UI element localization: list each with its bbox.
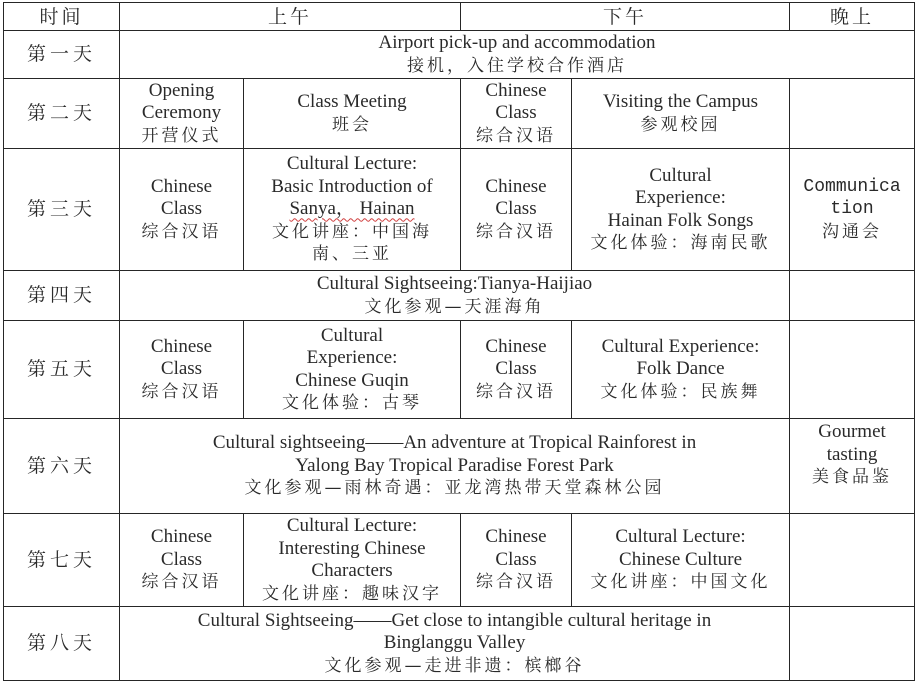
day-label: 第一天 xyxy=(4,31,120,79)
afternoon-session-1 xyxy=(461,79,572,149)
activity-en: Characters xyxy=(311,560,393,581)
activity-en: Chinese Culture xyxy=(619,548,742,570)
activity-en: Cultural xyxy=(649,164,712,186)
morning-session-1 xyxy=(120,321,244,419)
morning-session-1 xyxy=(120,149,244,271)
header-evening: 晚上 xyxy=(790,3,915,31)
activity-en: Experience: xyxy=(635,187,726,208)
activity-en: Class xyxy=(495,548,537,570)
activity-en: Experience: xyxy=(306,347,398,368)
activity-en: Ceremony xyxy=(141,102,222,124)
activity-en: Hainan Folk Songs xyxy=(607,209,754,231)
activity-en: Folk Dance xyxy=(636,358,725,380)
activity-zh: 美食品鉴 xyxy=(812,467,893,487)
schedule-table xyxy=(3,2,915,681)
evening-session xyxy=(790,607,915,681)
morning-session-2 xyxy=(244,514,461,607)
activity-en: Cultural Sightseeing——Get close to intangible cultural heritage in xyxy=(197,609,712,631)
day-row-1 xyxy=(4,31,915,79)
evening-session xyxy=(790,271,915,321)
activity-en: Cultural xyxy=(320,324,384,346)
day-label: 第五天 xyxy=(4,321,120,419)
activity-en: Binglanggu Valley xyxy=(383,632,526,654)
activity-en: Communica xyxy=(803,176,901,197)
activity-en: Interesting Chinese xyxy=(278,537,426,559)
activity-zh: 参观校园 xyxy=(640,114,721,135)
day-row-7 xyxy=(4,514,915,607)
activity-en: Opening xyxy=(148,79,215,101)
activity-en: Cultural Sightseeing:Tianya-Haijiao xyxy=(316,273,593,294)
afternoon-session-2 xyxy=(572,514,790,607)
activity-en: Cultural Lecture: xyxy=(286,153,418,175)
activity-zh: 综合汉语 xyxy=(476,221,557,242)
activity-en: Chinese xyxy=(150,335,213,357)
activity-zh: 综合汉语 xyxy=(476,381,557,402)
activity-zh: 文化参观—天涯海角 xyxy=(364,296,545,317)
day-activity xyxy=(120,607,790,681)
activity-en: Visiting the Campus xyxy=(602,91,759,112)
morning-session-2 xyxy=(244,149,461,271)
activity-en: Yalong Bay Tropical Paradise Forest Park xyxy=(295,454,614,476)
activity-zh: 文化讲座：趣味汉字 xyxy=(262,583,442,604)
day-row-2 xyxy=(4,79,915,149)
activity-en: Class xyxy=(495,358,537,380)
activity-zh: 文化参观—雨林奇遇：亚龙湾热带天堂森林公园 xyxy=(244,478,665,499)
activity-en: Chinese xyxy=(150,175,213,197)
evening-session xyxy=(790,321,915,419)
day-label: 第六天 xyxy=(4,419,120,514)
activity-en: Chinese xyxy=(485,175,547,197)
header-row xyxy=(4,3,915,31)
activity-en: Chinese xyxy=(485,335,547,357)
activity-zh: 文化讲座：中国海 xyxy=(272,221,432,242)
activity-en: Chinese xyxy=(485,526,547,548)
day-row-4 xyxy=(4,271,915,321)
activity-en: Airport pick-up and accommodation xyxy=(378,32,656,53)
day-row-6 xyxy=(4,419,915,514)
activity-en: Class Meeting xyxy=(297,91,407,112)
activity-zh: 班会 xyxy=(332,114,372,135)
activity-en: Class xyxy=(160,358,203,380)
activity-en: Class xyxy=(160,548,203,570)
activity-en: Sanya， Hainan xyxy=(289,198,415,220)
morning-session-2 xyxy=(244,79,461,149)
day-label: 第四天 xyxy=(4,271,120,321)
afternoon-session-2 xyxy=(572,321,790,419)
afternoon-session-1 xyxy=(461,321,572,419)
activity-en: Cultural Lecture: xyxy=(615,526,746,548)
evening-session xyxy=(790,149,915,271)
day-label: 第八天 xyxy=(4,607,120,681)
morning-session-1 xyxy=(120,79,244,149)
day-row-5 xyxy=(4,321,915,419)
activity-zh: 综合汉语 xyxy=(476,125,557,146)
day-label: 第七天 xyxy=(4,514,120,607)
header-afternoon: 下午 xyxy=(461,3,790,31)
morning-session-2 xyxy=(244,321,461,419)
activity-en: tasting xyxy=(826,443,878,465)
day-label: 第三天 xyxy=(4,149,120,271)
activity-en: Class xyxy=(495,198,537,220)
day-activity xyxy=(120,271,790,321)
activity-en: Gourmet xyxy=(818,421,886,442)
activity-zh: 综合汉语 xyxy=(141,572,222,593)
activity-en: Class xyxy=(160,198,203,220)
activity-zh: 接机，入住学校合作酒店 xyxy=(407,55,628,76)
morning-session-1 xyxy=(120,514,244,607)
activity-zh: 综合汉语 xyxy=(141,381,222,402)
evening-session xyxy=(790,419,915,514)
activity-zh: 开营仪式 xyxy=(141,125,222,146)
activity-en: Cultural Lecture: xyxy=(286,515,418,536)
evening-session xyxy=(790,79,915,149)
activity-en: Cultural Experience: xyxy=(601,335,760,357)
activity-zh: 文化参观—走进非遗：槟榔谷 xyxy=(324,655,585,676)
activity-en: Chinese Guqin xyxy=(295,369,409,391)
header-morning: 上午 xyxy=(120,3,461,31)
day-row-3 xyxy=(4,149,915,271)
activity-zh: 文化体验：民族舞 xyxy=(600,381,761,402)
full-day-activity xyxy=(120,31,915,79)
activity-zh: 南、三亚 xyxy=(312,244,392,265)
activity-en: Chinese xyxy=(485,79,547,101)
afternoon-session-2 xyxy=(572,149,790,271)
activity-en: Class xyxy=(495,102,537,124)
activity-en: Basic Introduction of xyxy=(271,175,433,197)
activity-zh: 综合汉语 xyxy=(141,221,222,242)
header-time: 时间 xyxy=(4,3,120,31)
activity-zh: 文化讲座：中国文化 xyxy=(590,572,771,593)
activity-en: tion xyxy=(830,199,874,220)
day-label: 第二天 xyxy=(4,79,120,149)
day-row-8 xyxy=(4,607,915,681)
activity-en: Cultural sightseeing——An adventure at Tropical Rainforest in xyxy=(212,432,697,454)
evening-session xyxy=(790,514,915,607)
activity-zh: 综合汉语 xyxy=(476,572,557,593)
afternoon-session-2 xyxy=(572,79,790,149)
activity-zh: 沟通会 xyxy=(822,221,883,242)
afternoon-session-1 xyxy=(461,149,572,271)
activity-zh: 文化体验：古琴 xyxy=(282,393,422,413)
day-activity xyxy=(120,419,790,514)
activity-zh: 文化体验：海南民歌 xyxy=(590,233,771,253)
activity-en: Chinese xyxy=(150,526,213,548)
afternoon-session-1 xyxy=(461,514,572,607)
